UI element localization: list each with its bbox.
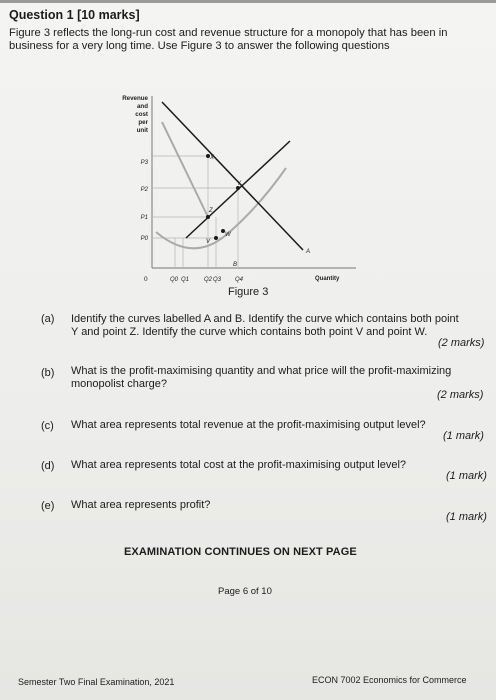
y-axis-label-line: unit [136,127,148,134]
y-axis-label-line: and [136,103,148,110]
point-x-label: X [210,155,215,161]
footer-exam-name: Semester Two Final Examination, 2021 [18,677,175,687]
question-title: Question 1 [10 marks] [9,8,140,22]
marks-label: (1 mark) [443,430,484,442]
point-v-marker [214,236,218,240]
curve-a-label: A [306,249,311,255]
top-border [0,0,496,3]
marks-label: (2 marks) [437,389,484,401]
price-label-p0: P0 [140,236,148,242]
page-number: Page 6 of 10 [218,586,272,597]
point-z-label: Z [209,208,213,214]
curve-b-label: B [233,262,238,268]
question-line: What is the profit-maximising quantity and what price will the profit-maximizing [71,365,452,377]
price-label-p1: P1 [140,215,148,221]
curve-a [162,102,303,250]
question-label: (b) [41,367,55,379]
intro-line-1: Figure 3 reflects the long-run cost and revenue structure for a monopoly that has been in [9,27,448,39]
footer-course-name: ECON 7002 Economics for Commerce [312,675,467,685]
point-y-label: Y [237,181,242,187]
quantity-label-q0: Q0 [170,277,179,283]
question-text [71,459,406,472]
marks-label: (1 mark) [446,470,487,482]
question-line: monopolist charge? [71,378,168,390]
question-intro [9,27,484,53]
y-axis-label-line: per [138,119,148,126]
quantity-label-q3: Q3 [213,277,222,283]
origin-label: 0 [144,276,148,283]
guide-lines [152,156,238,268]
question-line: What area represents total revenue at the profit-maximising output level? [71,419,426,431]
question-text [71,365,451,391]
quantity-label-q1: Q1 [181,277,190,283]
figure-caption: Figure 3 [228,286,269,298]
question-line: Y and point Z. Identify the curve which contains both point V and point W. [71,326,428,338]
price-label-p2: P2 [140,187,148,193]
question-text [71,419,426,432]
gray-line-curve [162,122,208,217]
x-axis-label: Quantity [315,276,340,282]
point-v-label: V [206,239,211,245]
continues-notice: EXAMINATION CONTINUES ON NEXT PAGE [124,546,357,558]
intro-line-2: business for a very long time. Use Figure 3 to answer the following questions [9,40,390,52]
marks-label: (2 marks) [438,337,485,349]
question-label: (d) [41,460,55,472]
y-axis-label-line: Revenue [122,95,148,102]
question-label: (c) [41,420,54,432]
price-label-p3: P3 [140,160,148,166]
question-line: What area represents total cost at the profit-maximising output level? [71,459,407,471]
quantity-label-q2: Q2 [204,277,213,283]
question-text [71,499,210,512]
question-line: What area represents profit? [71,499,211,511]
y-axis-label-line: cost [135,111,148,118]
u-shaped-cost-curve [156,168,286,248]
point-w-label: W [225,232,231,238]
question-text [71,313,459,339]
figure-3-diagram [108,88,358,288]
marks-label: (1 mark) [446,511,487,523]
question-label: (e) [41,500,55,512]
quantity-label-q4: Q4 [235,277,244,283]
question-line: Identify the curves labelled A and B. Identify the curve which contains both point [71,313,459,325]
point-z-marker [206,215,210,219]
question-label: (a) [41,313,55,325]
